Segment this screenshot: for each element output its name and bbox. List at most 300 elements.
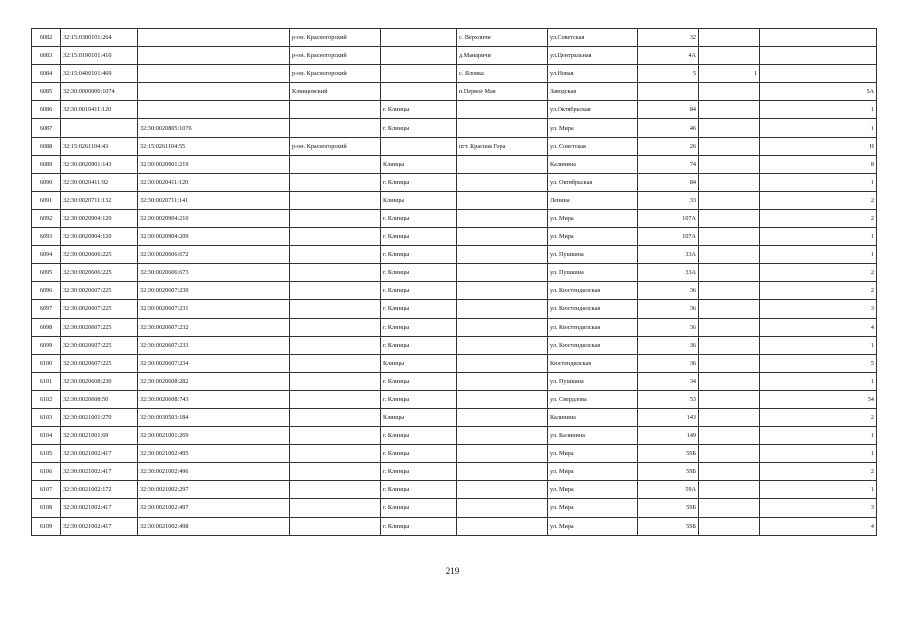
house-number-cell: 46	[638, 119, 699, 137]
table-row	[32, 119, 877, 137]
street-cell: ул. Пушкина	[548, 372, 638, 390]
apartment-cell	[699, 336, 760, 354]
object-cadastral-number-cell: 32:30:0020608:282	[138, 372, 290, 390]
cadastral-number-cell: 32:30:0020608:230	[61, 372, 138, 390]
room-number-cell: 2	[760, 191, 877, 209]
object-cadastral-number-cell: 32:30:0021002:498	[138, 517, 290, 535]
house-number-cell: 59А	[638, 481, 699, 499]
row-number-cell: 6094	[32, 246, 61, 264]
settlement-cell: с. Яловка	[457, 65, 548, 83]
district-cell: р-он. Красногорский	[290, 137, 381, 155]
cadastral-number-cell: 32:30:0020904:120	[61, 228, 138, 246]
object-cadastral-number-cell: 32:30:0020901:219	[138, 155, 290, 173]
room-number-cell: 3	[760, 499, 877, 517]
cadastral-number-cell: 32:30:0021002:172	[61, 481, 138, 499]
row-number-cell: 6103	[32, 408, 61, 426]
table-row	[32, 155, 877, 173]
city-cell: Клинцы	[381, 408, 457, 426]
apartment-cell	[699, 47, 760, 65]
cadastral-number-cell: 32:30:0021001:69	[61, 427, 138, 445]
city-cell: г. Клинцы	[381, 228, 457, 246]
cadastral-number-cell: 32:30:0020711:132	[61, 191, 138, 209]
apartment-cell	[699, 481, 760, 499]
street-cell: ул.Новая	[548, 65, 638, 83]
house-number-cell	[638, 83, 699, 101]
settlement-cell	[457, 336, 548, 354]
room-number-cell: 1	[760, 119, 877, 137]
room-number-cell: 1	[760, 372, 877, 390]
cadastral-number-cell: 32:30:0000000:1074	[61, 83, 138, 101]
row-number-cell: 6091	[32, 191, 61, 209]
house-number-cell: 36	[638, 336, 699, 354]
house-number-cell: 32	[638, 29, 699, 47]
district-cell: р-он. Красногорский	[290, 29, 381, 47]
room-number-cell: 1	[760, 246, 877, 264]
district-cell	[290, 463, 381, 481]
settlement-cell	[457, 173, 548, 191]
object-cadastral-number-cell: 32:30:0020607:234	[138, 354, 290, 372]
district-cell	[290, 209, 381, 227]
city-cell: г. Клинцы	[381, 173, 457, 191]
apartment-cell	[699, 300, 760, 318]
cadastral-number-cell: 32:30:0020607:225	[61, 318, 138, 336]
row-number-cell: 6102	[32, 390, 61, 408]
city-cell: г. Клинцы	[381, 282, 457, 300]
cadastral-number-cell: 32:30:0020411:92	[61, 173, 138, 191]
house-number-cell: 36	[638, 300, 699, 318]
row-number-cell: 6085	[32, 83, 61, 101]
room-number-cell: 3	[760, 300, 877, 318]
settlement-cell: с. Верхличи	[457, 29, 548, 47]
table-row	[32, 228, 877, 246]
table-row	[32, 463, 877, 481]
city-cell	[381, 137, 457, 155]
apartment-cell	[699, 408, 760, 426]
district-cell	[290, 408, 381, 426]
house-number-cell: 107А	[638, 209, 699, 227]
table-row	[32, 318, 877, 336]
apartment-cell	[699, 29, 760, 47]
settlement-cell	[457, 354, 548, 372]
room-number-cell: 2	[760, 463, 877, 481]
object-cadastral-number-cell: 32:30:0020608:743	[138, 390, 290, 408]
house-number-cell: 149	[638, 427, 699, 445]
row-number-cell: 6093	[32, 228, 61, 246]
cadastral-number-cell: 32:30:0020606:225	[61, 246, 138, 264]
cadastral-number-cell: 32:30:0020904:120	[61, 209, 138, 227]
table-row	[32, 354, 877, 372]
object-cadastral-number-cell	[138, 101, 290, 119]
apartment-cell	[699, 318, 760, 336]
object-cadastral-number-cell: 32:30:0020606:673	[138, 264, 290, 282]
row-number-cell: 6099	[32, 336, 61, 354]
house-number-cell: 84	[638, 173, 699, 191]
object-cadastral-number-cell: 32:30:0020711:141	[138, 191, 290, 209]
table-row	[32, 408, 877, 426]
object-cadastral-number-cell: 32:30:0020607:233	[138, 336, 290, 354]
city-cell: г. Клинцы	[381, 445, 457, 463]
settlement-cell	[457, 246, 548, 264]
cadastral-number-cell: 32:15:0380101:264	[61, 29, 138, 47]
settlement-cell	[457, 119, 548, 137]
apartment-cell	[699, 246, 760, 264]
room-number-cell	[760, 65, 877, 83]
apartment-cell	[699, 372, 760, 390]
row-number-cell: 6095	[32, 264, 61, 282]
table-row	[32, 336, 877, 354]
settlement-cell	[457, 481, 548, 499]
district-cell	[290, 246, 381, 264]
city-cell: г. Клинцы	[381, 300, 457, 318]
room-number-cell	[760, 47, 877, 65]
district-cell	[290, 155, 381, 173]
room-number-cell: 1	[760, 336, 877, 354]
apartment-cell	[699, 119, 760, 137]
apartment-cell	[699, 101, 760, 119]
district-cell	[290, 354, 381, 372]
apartment-cell	[699, 155, 760, 173]
cadastral-number-cell: 32:30:0021002:417	[61, 517, 138, 535]
city-cell: г. Клинцы	[381, 209, 457, 227]
row-number-cell: 6101	[32, 372, 61, 390]
settlement-cell	[457, 372, 548, 390]
row-number-cell: 6108	[32, 499, 61, 517]
house-number-cell: 33	[638, 191, 699, 209]
settlement-cell	[457, 427, 548, 445]
object-cadastral-number-cell: 32:30:0020411:120	[138, 173, 290, 191]
object-cadastral-number-cell: 32:30:0020607:231	[138, 300, 290, 318]
cadastral-number-cell: 32:30:0021002:417	[61, 499, 138, 517]
district-cell	[290, 318, 381, 336]
cadastral-number-cell: 32:30:0020607:225	[61, 336, 138, 354]
row-number-cell: 6089	[32, 155, 61, 173]
room-number-cell: 1	[760, 445, 877, 463]
settlement-cell	[457, 300, 548, 318]
room-number-cell: 1	[760, 228, 877, 246]
street-cell: ул. Мира	[548, 209, 638, 227]
room-number-cell: 4	[760, 517, 877, 535]
table-body	[32, 29, 877, 536]
apartment-cell	[699, 228, 760, 246]
settlement-cell	[457, 282, 548, 300]
district-cell	[290, 119, 381, 137]
house-number-cell: 59Б	[638, 463, 699, 481]
room-number-cell	[760, 29, 877, 47]
street-cell: ул. Калинина	[548, 427, 638, 445]
house-number-cell: 36	[638, 318, 699, 336]
apartment-cell	[699, 191, 760, 209]
table-row	[32, 282, 877, 300]
row-number-cell: 6097	[32, 300, 61, 318]
district-cell	[290, 499, 381, 517]
apartment-cell	[699, 445, 760, 463]
room-number-cell: 54	[760, 390, 877, 408]
room-number-cell: 5	[760, 354, 877, 372]
row-number-cell: 6105	[32, 445, 61, 463]
room-number-cell: 1	[760, 101, 877, 119]
district-cell	[290, 191, 381, 209]
apartment-cell	[699, 83, 760, 101]
row-number-cell: 6087	[32, 119, 61, 137]
room-number-cell: 2	[760, 408, 877, 426]
district-cell	[290, 101, 381, 119]
city-cell: г. Клинцы	[381, 499, 457, 517]
object-cadastral-number-cell: 32:30:0030503:184	[138, 408, 290, 426]
street-cell: ул. Мира	[548, 119, 638, 137]
apartment-cell	[699, 463, 760, 481]
room-number-cell: 1	[760, 427, 877, 445]
object-cadastral-number-cell: 32:30:0020607:230	[138, 282, 290, 300]
district-cell: р-он. Красногорский	[290, 47, 381, 65]
object-cadastral-number-cell: 32:30:0020904:210	[138, 209, 290, 227]
settlement-cell	[457, 463, 548, 481]
district-cell	[290, 481, 381, 499]
street-cell: ул.Центральная	[548, 47, 638, 65]
street-cell: ул.Советская	[548, 29, 638, 47]
city-cell	[381, 65, 457, 83]
house-number-cell: 74	[638, 155, 699, 173]
table-row	[32, 481, 877, 499]
object-cadastral-number-cell: 32:15:0261104:55	[138, 137, 290, 155]
apartment-cell	[699, 499, 760, 517]
property-register-table	[31, 28, 877, 536]
table-row	[32, 65, 877, 83]
object-cadastral-number-cell	[138, 29, 290, 47]
apartment-cell: 1	[699, 65, 760, 83]
object-cadastral-number-cell: 32:30:0020904:209	[138, 228, 290, 246]
cadastral-number-cell: 32:30:0021001:270	[61, 408, 138, 426]
table-row	[32, 499, 877, 517]
city-cell: г. Клинцы	[381, 372, 457, 390]
row-number-cell: 6100	[32, 354, 61, 372]
cadastral-number-cell: 32:15:0190101:410	[61, 47, 138, 65]
city-cell: Клинцы	[381, 155, 457, 173]
page-number: 219	[445, 566, 460, 576]
row-number-cell: 6084	[32, 65, 61, 83]
table-row	[32, 390, 877, 408]
street-cell: ул. Мира	[548, 445, 638, 463]
house-number-cell: 36	[638, 354, 699, 372]
house-number-cell: 59Б	[638, 517, 699, 535]
room-number-cell: 5А	[760, 83, 877, 101]
street-cell: ул. Советская	[548, 137, 638, 155]
table-row	[32, 137, 877, 155]
table-row	[32, 47, 877, 65]
row-number-cell: 6107	[32, 481, 61, 499]
room-number-cell: 2	[760, 282, 877, 300]
house-number-cell: 5	[638, 65, 699, 83]
object-cadastral-number-cell: 32:30:0020606:672	[138, 246, 290, 264]
city-cell: г. Клинцы	[381, 318, 457, 336]
district-cell	[290, 445, 381, 463]
settlement-cell	[457, 445, 548, 463]
city-cell: г. Клинцы	[381, 481, 457, 499]
city-cell: г. Клинцы	[381, 427, 457, 445]
table-row	[32, 372, 877, 390]
district-cell	[290, 372, 381, 390]
house-number-cell: 34	[638, 372, 699, 390]
row-number-cell: 6092	[32, 209, 61, 227]
settlement-cell: п.Первое Мая	[457, 83, 548, 101]
cadastral-number-cell: 32:15:0261104:43	[61, 137, 138, 155]
city-cell: г. Клинцы	[381, 119, 457, 137]
district-cell	[290, 173, 381, 191]
settlement-cell	[457, 191, 548, 209]
city-cell: г. Клинцы	[381, 517, 457, 535]
cadastral-number-cell: 32:30:0020607:225	[61, 300, 138, 318]
district-cell	[290, 282, 381, 300]
apartment-cell	[699, 427, 760, 445]
cadastral-number-cell: 32:30:0020607:225	[61, 282, 138, 300]
row-number-cell: 6086	[32, 101, 61, 119]
cadastral-number-cell	[61, 119, 138, 137]
cadastral-number-cell: 32:30:0020606:225	[61, 264, 138, 282]
cadastral-number-cell: 32:30:0021002:417	[61, 445, 138, 463]
settlement-cell	[457, 209, 548, 227]
city-cell	[381, 47, 457, 65]
city-cell: г. Клинцы	[381, 101, 457, 119]
room-number-cell: Н	[760, 137, 877, 155]
settlement-cell	[457, 155, 548, 173]
room-number-cell: 2	[760, 264, 877, 282]
street-cell: ул. Кюстендилская	[548, 300, 638, 318]
district-cell	[290, 228, 381, 246]
object-cadastral-number-cell: 32:30:0020607:232	[138, 318, 290, 336]
cadastral-number-cell: 32:30:0021002:417	[61, 463, 138, 481]
house-number-cell: 33А	[638, 264, 699, 282]
street-cell: Кюстендилская	[548, 354, 638, 372]
district-cell	[290, 517, 381, 535]
table-row	[32, 101, 877, 119]
street-cell: ул. Пушкина	[548, 264, 638, 282]
settlement-cell	[457, 318, 548, 336]
apartment-cell	[699, 390, 760, 408]
city-cell: г. Клинцы	[381, 246, 457, 264]
table-row	[32, 264, 877, 282]
street-cell: ул. Кюстендилская	[548, 336, 638, 354]
city-cell	[381, 83, 457, 101]
district-cell: р-он. Красногорский	[290, 65, 381, 83]
street-cell: Заводская	[548, 83, 638, 101]
apartment-cell	[699, 137, 760, 155]
row-number-cell: 6104	[32, 427, 61, 445]
apartment-cell	[699, 173, 760, 191]
street-cell: ул. Свердлова	[548, 390, 638, 408]
settlement-cell	[457, 228, 548, 246]
settlement-cell	[457, 499, 548, 517]
city-cell: г. Клинцы	[381, 390, 457, 408]
row-number-cell: 6083	[32, 47, 61, 65]
house-number-cell: 107А	[638, 228, 699, 246]
city-cell: г. Клинцы	[381, 336, 457, 354]
apartment-cell	[699, 517, 760, 535]
table-row	[32, 300, 877, 318]
district-cell	[290, 336, 381, 354]
street-cell: ул. Кюстендилская	[548, 318, 638, 336]
district-cell: Клинцовский	[290, 83, 381, 101]
city-cell: г. Клинцы	[381, 463, 457, 481]
table-row	[32, 427, 877, 445]
settlement-cell	[457, 101, 548, 119]
street-cell: ул. Кюстендилская	[548, 282, 638, 300]
table-row	[32, 173, 877, 191]
room-number-cell: 4	[760, 318, 877, 336]
house-number-cell: 53	[638, 390, 699, 408]
street-cell: ул. Пушкина	[548, 246, 638, 264]
house-number-cell: 84	[638, 101, 699, 119]
settlement-cell	[457, 264, 548, 282]
cadastral-number-cell: 32:30:0010411:120	[61, 101, 138, 119]
street-cell: ул. Мира	[548, 517, 638, 535]
room-number-cell: 1	[760, 481, 877, 499]
object-cadastral-number-cell	[138, 47, 290, 65]
cadastral-number-cell: 32:30:0020901:143	[61, 155, 138, 173]
row-number-cell: 6096	[32, 282, 61, 300]
house-number-cell: 36	[638, 282, 699, 300]
table-row	[32, 445, 877, 463]
row-number-cell: 6082	[32, 29, 61, 47]
district-cell	[290, 427, 381, 445]
apartment-cell	[699, 209, 760, 227]
house-number-cell: 33А	[638, 246, 699, 264]
settlement-cell: д.Манаричи	[457, 47, 548, 65]
city-cell: Клинцы	[381, 354, 457, 372]
table-row	[32, 83, 877, 101]
city-cell: Клинцы	[381, 191, 457, 209]
row-number-cell: 6088	[32, 137, 61, 155]
street-cell: Калинина	[548, 155, 638, 173]
city-cell: г. Клинцы	[381, 264, 457, 282]
street-cell: ул.Октябрьская	[548, 101, 638, 119]
cadastral-number-cell: 32:30:0020607:225	[61, 354, 138, 372]
settlement-cell	[457, 408, 548, 426]
settlement-cell: пгт. Красная Гора	[457, 137, 548, 155]
apartment-cell	[699, 264, 760, 282]
settlement-cell	[457, 517, 548, 535]
object-cadastral-number-cell: 32:30:0021002:495	[138, 445, 290, 463]
row-number-cell: 6106	[32, 463, 61, 481]
room-number-cell: 8	[760, 155, 877, 173]
district-cell	[290, 390, 381, 408]
street-cell: ул. Мира	[548, 463, 638, 481]
street-cell: Ленина	[548, 191, 638, 209]
house-number-cell: 59Б	[638, 445, 699, 463]
district-cell	[290, 264, 381, 282]
object-cadastral-number-cell: 32:30:0021002:297	[138, 481, 290, 499]
table-row	[32, 246, 877, 264]
house-number-cell: 4А	[638, 47, 699, 65]
object-cadastral-number-cell: 32:30:0021001:269	[138, 427, 290, 445]
apartment-cell	[699, 354, 760, 372]
cadastral-number-cell: 32:15:0400101:469	[61, 65, 138, 83]
house-number-cell: 26	[638, 137, 699, 155]
table-row	[32, 517, 877, 535]
object-cadastral-number-cell: 32:30:0021002:496	[138, 463, 290, 481]
room-number-cell: 1	[760, 173, 877, 191]
room-number-cell: 2	[760, 209, 877, 227]
district-cell	[290, 300, 381, 318]
table-row	[32, 191, 877, 209]
row-number-cell: 6090	[32, 173, 61, 191]
street-cell: ул. Мира	[548, 499, 638, 517]
apartment-cell	[699, 282, 760, 300]
house-number-cell: 143	[638, 408, 699, 426]
cadastral-number-cell: 32:30:0020608:50	[61, 390, 138, 408]
street-cell: ул. Октябрьская	[548, 173, 638, 191]
house-number-cell: 59Б	[638, 499, 699, 517]
table-row	[32, 209, 877, 227]
object-cadastral-number-cell: 32:30:0020805:1076	[138, 119, 290, 137]
